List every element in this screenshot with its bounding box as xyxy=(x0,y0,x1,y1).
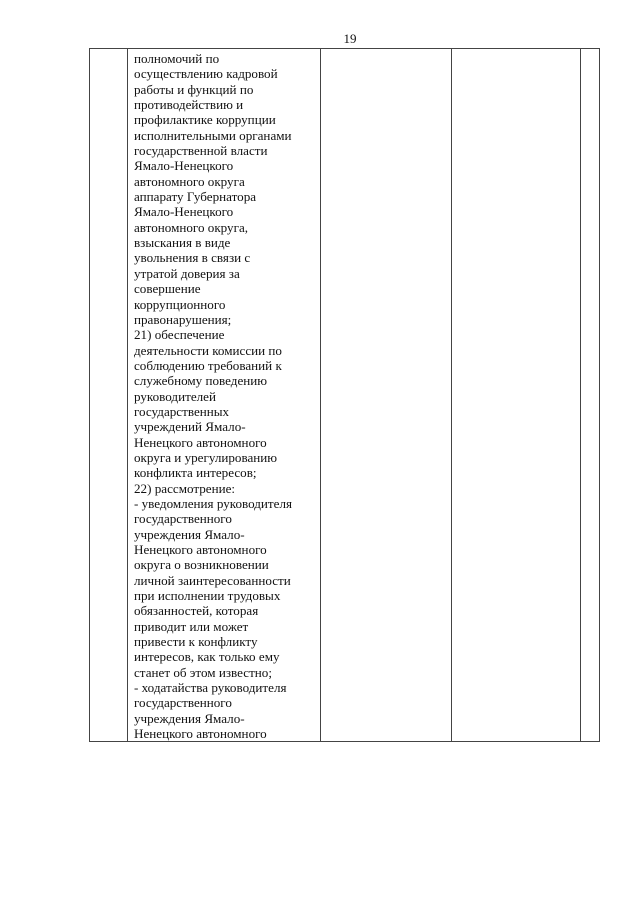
text-line: государственного xyxy=(134,695,232,711)
document-table xyxy=(89,48,600,742)
text-line: станет об этом известно; xyxy=(134,664,272,680)
text-line: исполнительными органами xyxy=(134,127,292,143)
text-line: аппарату Губернатора xyxy=(134,189,257,205)
table-cell-empty xyxy=(452,49,581,742)
text-line: взыскания в виде xyxy=(134,235,231,251)
text-line: совершение xyxy=(134,281,201,297)
text-line: деятельности комиссии по xyxy=(134,342,282,358)
text-line: Ненецкого автономного xyxy=(134,726,267,742)
text-line: учреждения Ямало- xyxy=(134,526,245,542)
text-line: личной заинтересованности xyxy=(134,572,291,588)
table-cell-empty xyxy=(321,49,452,742)
text-line: 21) обеспечение xyxy=(134,327,225,343)
text-line: при исполнении трудовых xyxy=(134,588,281,604)
text-line: интересов, как только ему xyxy=(134,649,280,665)
text-line: приводит или может xyxy=(134,618,249,634)
text-line: 22) рассмотрение: xyxy=(134,480,236,496)
text-line: привести к конфликту xyxy=(134,634,258,650)
text-line: автономного округа xyxy=(134,173,245,189)
page-number: 19 xyxy=(343,31,357,46)
table-cell-empty xyxy=(581,49,600,742)
text-line: осуществлению кадровой xyxy=(134,66,278,82)
table-row xyxy=(90,49,600,742)
text-line: учреждений Ямало- xyxy=(134,419,246,435)
text-line: полномочий по xyxy=(134,51,220,66)
text-line: коррупционного xyxy=(134,296,226,312)
text-line: конфликта интересов; xyxy=(134,465,257,481)
table-cell-number xyxy=(90,49,128,742)
text-line: Ненецкого автономного xyxy=(134,434,267,450)
text-line: Ямало-Ненецкого xyxy=(134,158,234,174)
text-line: Ненецкого автономного xyxy=(134,542,267,557)
text-line: работы и функций по xyxy=(134,81,254,97)
text-line: профилактике коррупции xyxy=(134,112,276,128)
text-line: государственной власти xyxy=(134,143,268,159)
text-line: Ямало-Ненецкого xyxy=(134,204,234,220)
text-line: руководителей xyxy=(134,388,216,404)
text-line: автономного округа, xyxy=(134,219,249,235)
text-line: соблюдению требований к xyxy=(134,357,282,373)
text-line: округа и урегулированию xyxy=(134,449,278,465)
text-line: увольнения в связи с xyxy=(134,250,251,266)
text-line: служебному поведению xyxy=(134,373,268,389)
text-line: утратой доверия за xyxy=(134,265,240,281)
table-cell-description xyxy=(128,49,321,742)
text-line: обязанностей, которая xyxy=(134,603,259,619)
text-line: государственного xyxy=(134,511,232,527)
text-line: - уведомления руководителя xyxy=(134,495,293,511)
text-line: правонарушения; xyxy=(134,311,232,327)
text-line: - ходатайства руководителя xyxy=(134,680,287,696)
text-line: противодействию и xyxy=(134,97,244,113)
text-line: округа о возникновении xyxy=(134,557,269,573)
text-line: учреждения Ямало- xyxy=(134,710,245,726)
description-text xyxy=(128,49,320,741)
text-line: государственных xyxy=(134,403,230,419)
